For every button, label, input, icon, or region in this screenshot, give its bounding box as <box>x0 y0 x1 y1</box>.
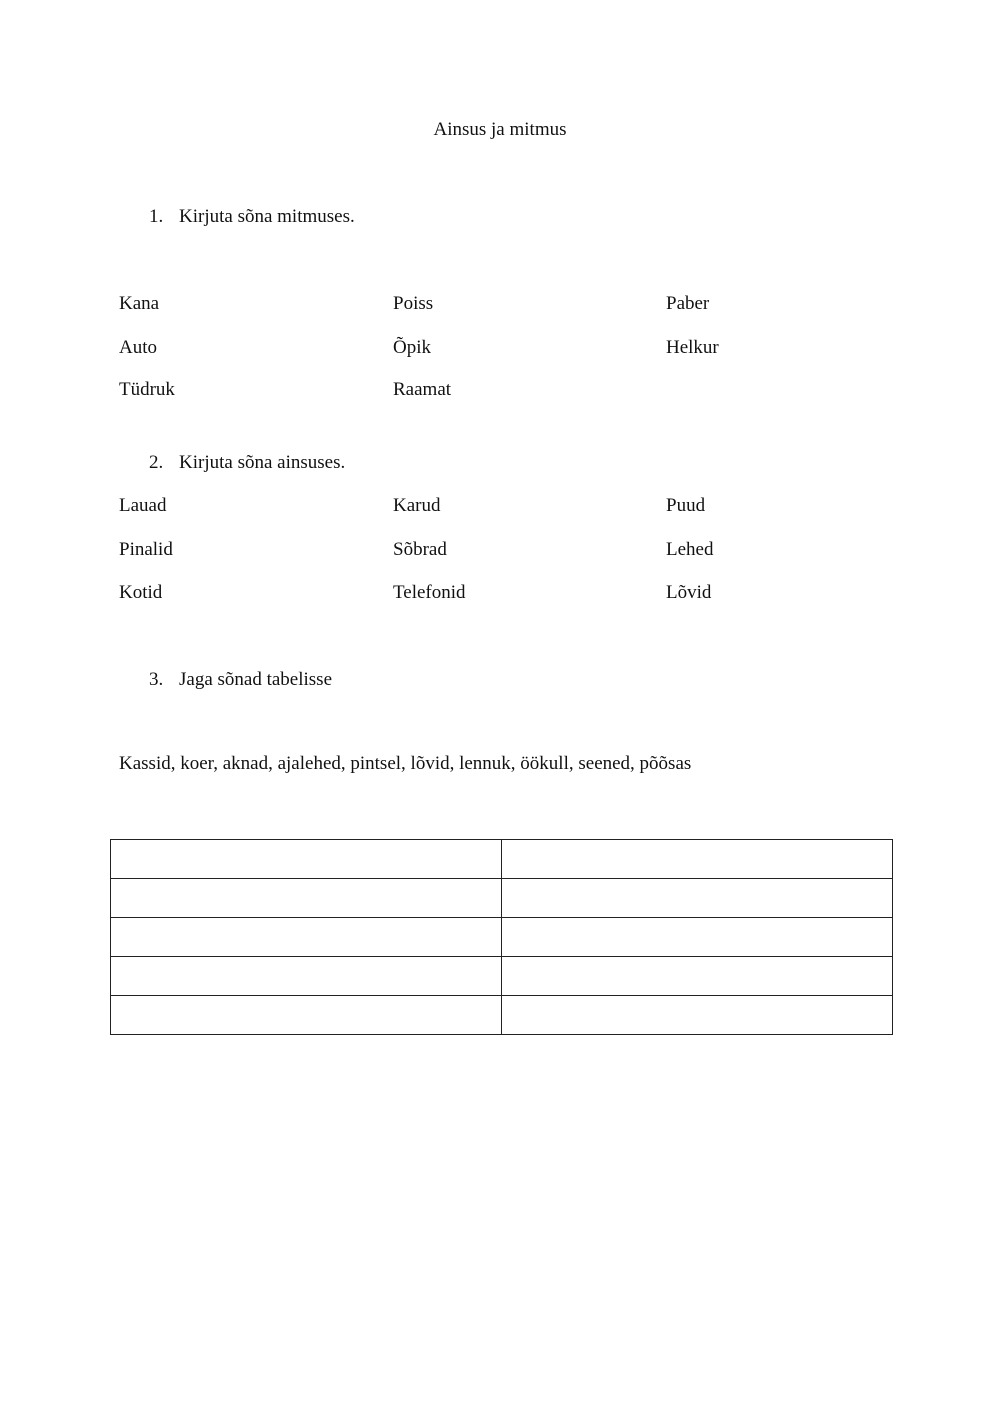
task-2-word: Lauad <box>119 495 167 516</box>
table-row <box>111 957 893 996</box>
task-2-number: 2. <box>149 452 164 473</box>
table-row <box>111 918 893 957</box>
table-row <box>111 879 893 918</box>
task-2-word: Puud <box>666 495 706 516</box>
task-3-number: 3. <box>149 669 164 690</box>
table-cell-plural[interactable] <box>502 840 893 879</box>
table-cell-plural[interactable] <box>502 918 893 957</box>
task-1-word: Õpik <box>393 337 431 358</box>
task-3-word-list: Kassid, koer, aknad, ajalehed, pintsel, lõvid, lennuk, öökull, seened, põõsas <box>119 753 692 774</box>
task-2-word: Lehed <box>666 539 714 560</box>
table-cell-singular[interactable] <box>111 918 502 957</box>
table-row <box>111 996 893 1035</box>
task-2-word: Kotid <box>119 582 163 603</box>
task-2-instruction: Kirjuta sõna ainsuses. <box>179 452 346 473</box>
task-2-word: Telefonid <box>393 582 466 603</box>
task-1-number: 1. <box>149 206 164 227</box>
task-2-word: Lõvid <box>666 582 712 603</box>
task-1-instruction: Kirjuta sõna mitmuses. <box>179 206 355 227</box>
table-cell-singular[interactable] <box>111 879 502 918</box>
table-cell-singular[interactable] <box>111 957 502 996</box>
task-1-word: Auto <box>119 337 157 358</box>
task-2-word: Sõbrad <box>393 539 447 560</box>
page-title: Ainsus ja mitmus <box>433 119 567 140</box>
table-cell-plural[interactable] <box>502 957 893 996</box>
task-2-word: Karud <box>393 495 441 516</box>
task-1-heading <box>149 206 355 228</box>
table-cell-plural[interactable] <box>502 996 893 1035</box>
table-cell-singular[interactable] <box>111 840 502 879</box>
task-1-word: Paber <box>666 293 710 314</box>
task-3-heading <box>149 669 332 691</box>
table-cell-plural[interactable] <box>502 879 893 918</box>
task-2-word: Pinalid <box>119 539 173 560</box>
sorting-table <box>110 839 893 1035</box>
table-cell-singular[interactable] <box>111 996 502 1035</box>
task-3-instruction: Jaga sõnad tabelisse <box>179 669 333 690</box>
task-1-word: Poiss <box>393 293 434 314</box>
table-row <box>111 840 893 879</box>
task-1-word: Raamat <box>393 379 452 400</box>
task-1-word: Helkur <box>666 337 719 358</box>
task-1-word: Kana <box>119 293 160 314</box>
task-2-heading <box>149 452 345 474</box>
task-1-word: Tüdruk <box>119 379 175 400</box>
